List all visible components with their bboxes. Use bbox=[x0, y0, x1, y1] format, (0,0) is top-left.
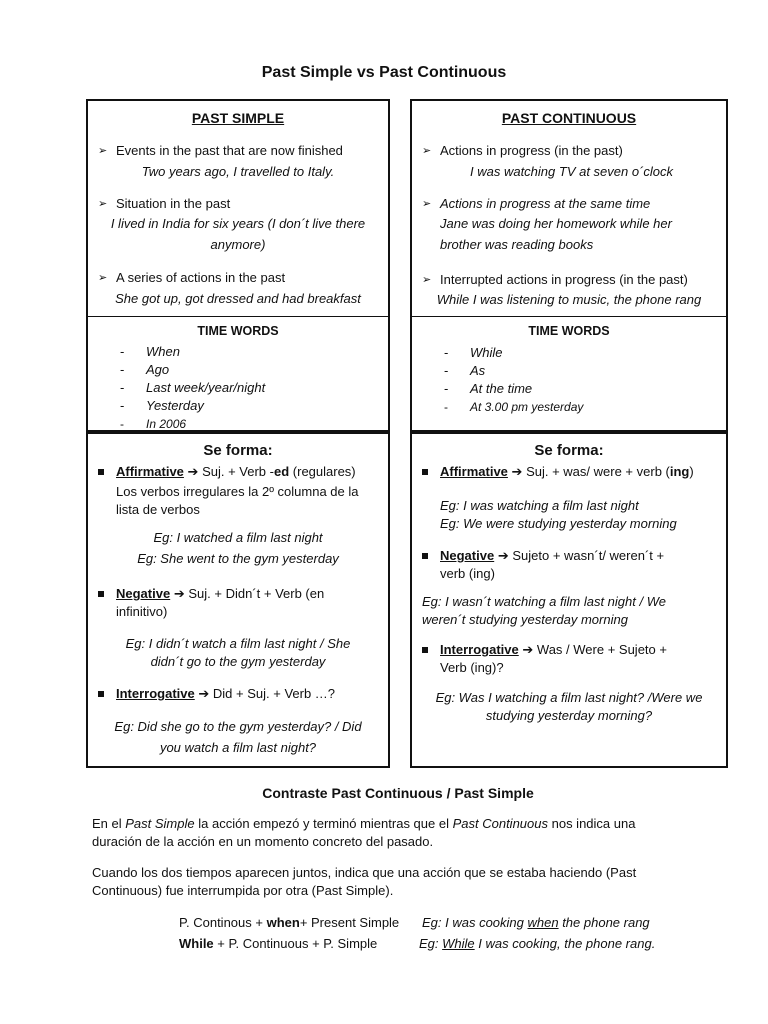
pc-use-2-example-line1: Jane was doing her homework while her bbox=[440, 216, 672, 231]
list-item: - In 2006 bbox=[120, 417, 187, 431]
pc-affirmative-eg1: Eg: I was watching a film last night bbox=[440, 498, 639, 513]
pc-use-2-example-line2: brother was reading books bbox=[440, 237, 594, 252]
arrow-bullet-icon: ➢ bbox=[98, 272, 108, 284]
list-item: - Ago bbox=[120, 362, 170, 377]
ps-use-1-label: Events in the past that are now finished bbox=[116, 143, 343, 158]
ps-use-1 bbox=[98, 142, 388, 160]
pc-time-words-list bbox=[444, 344, 714, 416]
square-bullet-icon bbox=[98, 591, 104, 597]
page-title: Past Simple vs Past Continuous bbox=[261, 64, 507, 81]
list-item: - Last week/year/night bbox=[120, 380, 266, 395]
pc-se-forma: Se forma: bbox=[534, 442, 604, 459]
list-item: - At 3.00 pm yesterday bbox=[444, 400, 584, 414]
pc-use-3-label: Interrupted actions in progress (in the past) bbox=[440, 272, 688, 287]
pc-use-1-label: Actions in progress (in the past) bbox=[440, 143, 623, 158]
ps-affirmative-note-line2: lista de verbos bbox=[116, 502, 200, 517]
pc-negative-label: Negative bbox=[440, 548, 495, 563]
past-simple-form-box bbox=[86, 432, 390, 768]
ps-interrogative-eg-line2: you watch a film last night? bbox=[159, 740, 317, 755]
past-simple-heading: PAST SIMPLE bbox=[191, 110, 285, 126]
ps-negative-eg-line1: Eg: I didn´t watch a film last night / She bbox=[125, 636, 351, 651]
arrow-bullet-icon: ➢ bbox=[422, 274, 432, 286]
list-item: - While bbox=[444, 345, 503, 360]
arrow-bullet-icon: ➢ bbox=[422, 198, 432, 210]
pc-use-3-example: While I was listening to music, the phone rang bbox=[436, 292, 702, 307]
ps-affirmative-eg1: Eg: I watched a film last night bbox=[153, 530, 323, 545]
ps-negative: Negative ➔ Suj. + Didn´t + Verb (en bbox=[98, 585, 388, 603]
contrast-paragraph-1: En el Past Simple la acción empezó y terminó mientras que el Past Continuous nos indica una duración de la acción en un momento concreto del pasado. bbox=[92, 816, 636, 850]
pc-negative-eg-line1: Eg: I wasn´t watching a film last night / We bbox=[422, 594, 666, 609]
right-arrow-icon: ➔ bbox=[497, 548, 509, 563]
ps-use-1-example: Two years ago, I travelled to Italy. bbox=[141, 164, 335, 179]
divider bbox=[88, 316, 388, 317]
right-arrow-icon: ➔ bbox=[522, 642, 534, 657]
ps-use-3-example: She got up, got dressed and had breakfast bbox=[115, 291, 361, 306]
ps-time-words-title: TIME WORDS bbox=[197, 324, 279, 338]
ps-use-3-label: A series of actions in the past bbox=[116, 270, 286, 285]
pc-use-1 bbox=[422, 142, 722, 160]
pc-interrogative: Interrogative ➔ Was / Were + Sujeto + bbox=[422, 641, 722, 659]
right-arrow-icon: ➔ bbox=[187, 464, 199, 479]
ps-use-2 bbox=[98, 195, 388, 213]
pc-affirmative-label: Affirmative bbox=[440, 464, 508, 479]
pc-use-2 bbox=[422, 195, 722, 213]
pc-negative-formula-line2: verb (ing) bbox=[440, 566, 495, 581]
ps-se-forma: Se forma: bbox=[203, 442, 273, 459]
pc-use-3 bbox=[422, 271, 726, 289]
right-arrow-icon: ➔ bbox=[198, 686, 210, 701]
divider bbox=[412, 316, 726, 317]
arrow-bullet-icon: ➢ bbox=[98, 198, 108, 210]
list-item: - At the time bbox=[444, 381, 533, 396]
ps-negative-eg-line2: didn´t go to the gym yesterday bbox=[150, 654, 326, 669]
pc-use-2-label: Actions in progress at the same time bbox=[440, 196, 651, 211]
contrast-rule-2: While + P. Continuous + P. Simple bbox=[179, 936, 378, 951]
ps-interrogative-label: Interrogative bbox=[116, 686, 195, 701]
ps-affirmative-eg2: Eg: She went to the gym yesterday bbox=[137, 551, 339, 566]
pc-affirmative: Affirmative ➔ Suj. + was/ were + verb (ing) bbox=[422, 463, 722, 481]
pc-negative: Negative ➔ Sujeto + wasn´t/ weren´t + bbox=[422, 547, 722, 565]
list-item: - When bbox=[120, 344, 180, 359]
right-arrow-icon: ➔ bbox=[511, 464, 523, 479]
square-bullet-icon bbox=[422, 647, 428, 653]
contrast-paragraph-2: Cuando los dos tiempos aparecen juntos, indica que una acción que se estaba haciendo (Past Continuous) fue interrumpida por otra (Past Simple). bbox=[92, 865, 637, 899]
contrast-rule-1: P. Continous + when+ Present Simple bbox=[179, 915, 400, 930]
ps-negative-formula-line2: infinitivo) bbox=[116, 604, 168, 619]
pc-interrogative-label: Interrogative bbox=[440, 642, 519, 657]
pc-interrogative-eg-line2: studying yesterday morning? bbox=[485, 708, 653, 723]
pc-interrogative-eg-line1: Eg: Was I watching a film last night? /Were we bbox=[435, 690, 703, 705]
list-item: - Yesterday bbox=[120, 398, 204, 413]
pc-interrogative-formula-line2: Verb (ing)? bbox=[440, 660, 504, 675]
pc-time-words-title: TIME WORDS bbox=[528, 324, 610, 338]
ps-use-2-example-line1: I lived in India for six years (I don´t live there bbox=[110, 216, 366, 231]
ps-use-2-example-line2: anymore) bbox=[210, 237, 266, 252]
past-continuous-form-box bbox=[410, 432, 728, 768]
past-continuous-box bbox=[410, 99, 728, 432]
ps-use-2-label: Situation in the past bbox=[116, 196, 231, 211]
contrast-rule-1-example: Eg: I was cooking when the phone rang bbox=[422, 915, 650, 930]
pc-use-1-example: I was watching TV at seven o´clock bbox=[470, 164, 674, 179]
arrow-bullet-icon: ➢ bbox=[422, 145, 432, 157]
ps-negative-label: Negative bbox=[116, 586, 171, 601]
ps-interrogative: Interrogative ➔ Did + Suj. + Verb …? bbox=[98, 685, 388, 703]
contrast-rule-2-example: Eg: While I was cooking, the phone rang. bbox=[419, 936, 656, 951]
square-bullet-icon bbox=[422, 469, 428, 475]
square-bullet-icon bbox=[98, 469, 104, 475]
ps-interrogative-eg-line1: Eg: Did she go to the gym yesterday? / Did bbox=[114, 719, 362, 734]
square-bullet-icon bbox=[98, 691, 104, 697]
pc-affirmative-eg2: Eg: We were studying yesterday morning bbox=[440, 516, 677, 531]
ps-affirmative: Affirmative ➔ Suj. + Verb -ed (regulares) bbox=[98, 463, 388, 481]
ps-use-3 bbox=[98, 269, 388, 287]
arrow-bullet-icon: ➢ bbox=[98, 145, 108, 157]
ps-affirmative-label: Affirmative bbox=[116, 464, 184, 479]
past-continuous-heading: PAST CONTINUOUS bbox=[501, 110, 637, 126]
past-simple-box bbox=[86, 99, 390, 432]
ps-affirmative-note-line1: Los verbos irregulares la 2º columna de la bbox=[116, 484, 359, 499]
ps-time-words-list bbox=[120, 343, 380, 433]
right-arrow-icon: ➔ bbox=[173, 586, 185, 601]
contrast-heading: Contraste Past Continuous / Past Simple bbox=[262, 785, 534, 801]
pc-negative-eg-line2: weren´t studying yesterday morning bbox=[422, 612, 628, 627]
square-bullet-icon bbox=[422, 553, 428, 559]
list-item: - As bbox=[444, 363, 486, 378]
